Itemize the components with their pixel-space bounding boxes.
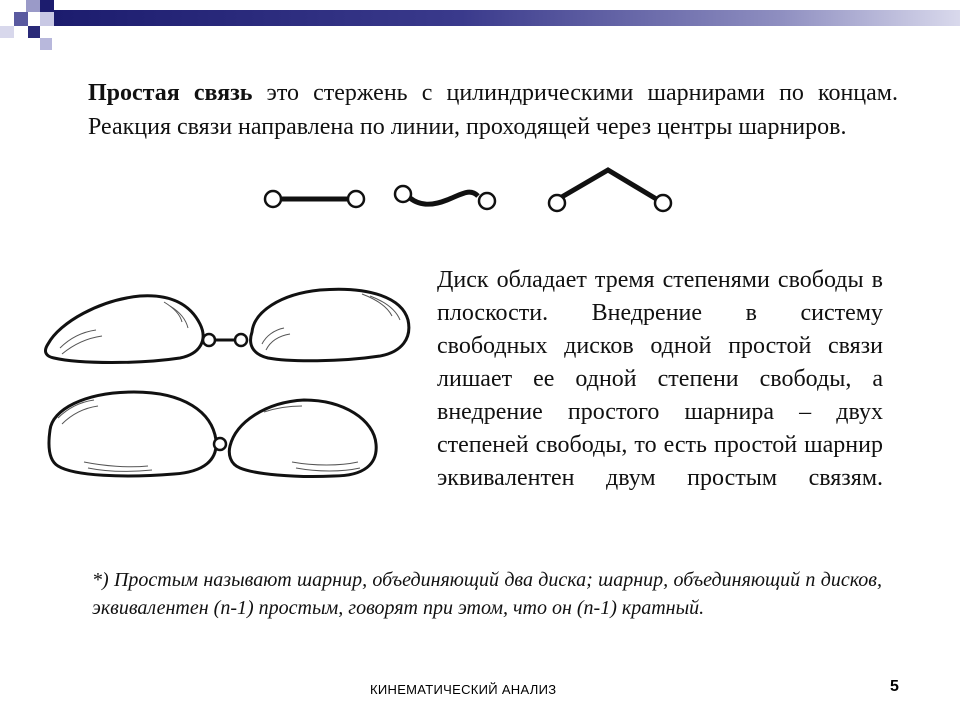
page-number: 5 xyxy=(890,678,899,695)
disk-paragraph: Диск обладает тремя степенями свободы в плоскости. Внедрение в систему свободных дисков одной простой связи лишает ее одной степени свободы, а внедрение простого шарнира – двух степеней свободы, то есть простой шарнир эквивалентен двум простым связям. xyxy=(437,267,883,491)
corner-decoration xyxy=(0,0,80,60)
bent-link-icon xyxy=(540,162,680,218)
definition-text: это стержень с цилиндрическими шарнирами по концам. Реакция связи направлена по линии, проходящей через центры шарниров. xyxy=(88,80,898,140)
disks-joined-by-link-icon xyxy=(40,282,420,372)
definition-paragraph xyxy=(88,76,898,144)
definition-term: Простая связь xyxy=(88,80,253,106)
footer-title: КИНЕМАТИЧЕСКИЙ АНАЛИЗ xyxy=(370,682,557,697)
straight-link-icon xyxy=(262,186,372,214)
footnote: *) Простым называют шарнир, объединяющий два диска; шарнир, объединяющий n дисков, эквивалентен (n-1) простым, говорят при этом, что он (n-1) кратный. xyxy=(92,569,882,619)
header-bar xyxy=(54,10,960,26)
disks-joined-by-hinge-icon xyxy=(44,388,394,484)
curved-link-icon xyxy=(392,180,502,216)
